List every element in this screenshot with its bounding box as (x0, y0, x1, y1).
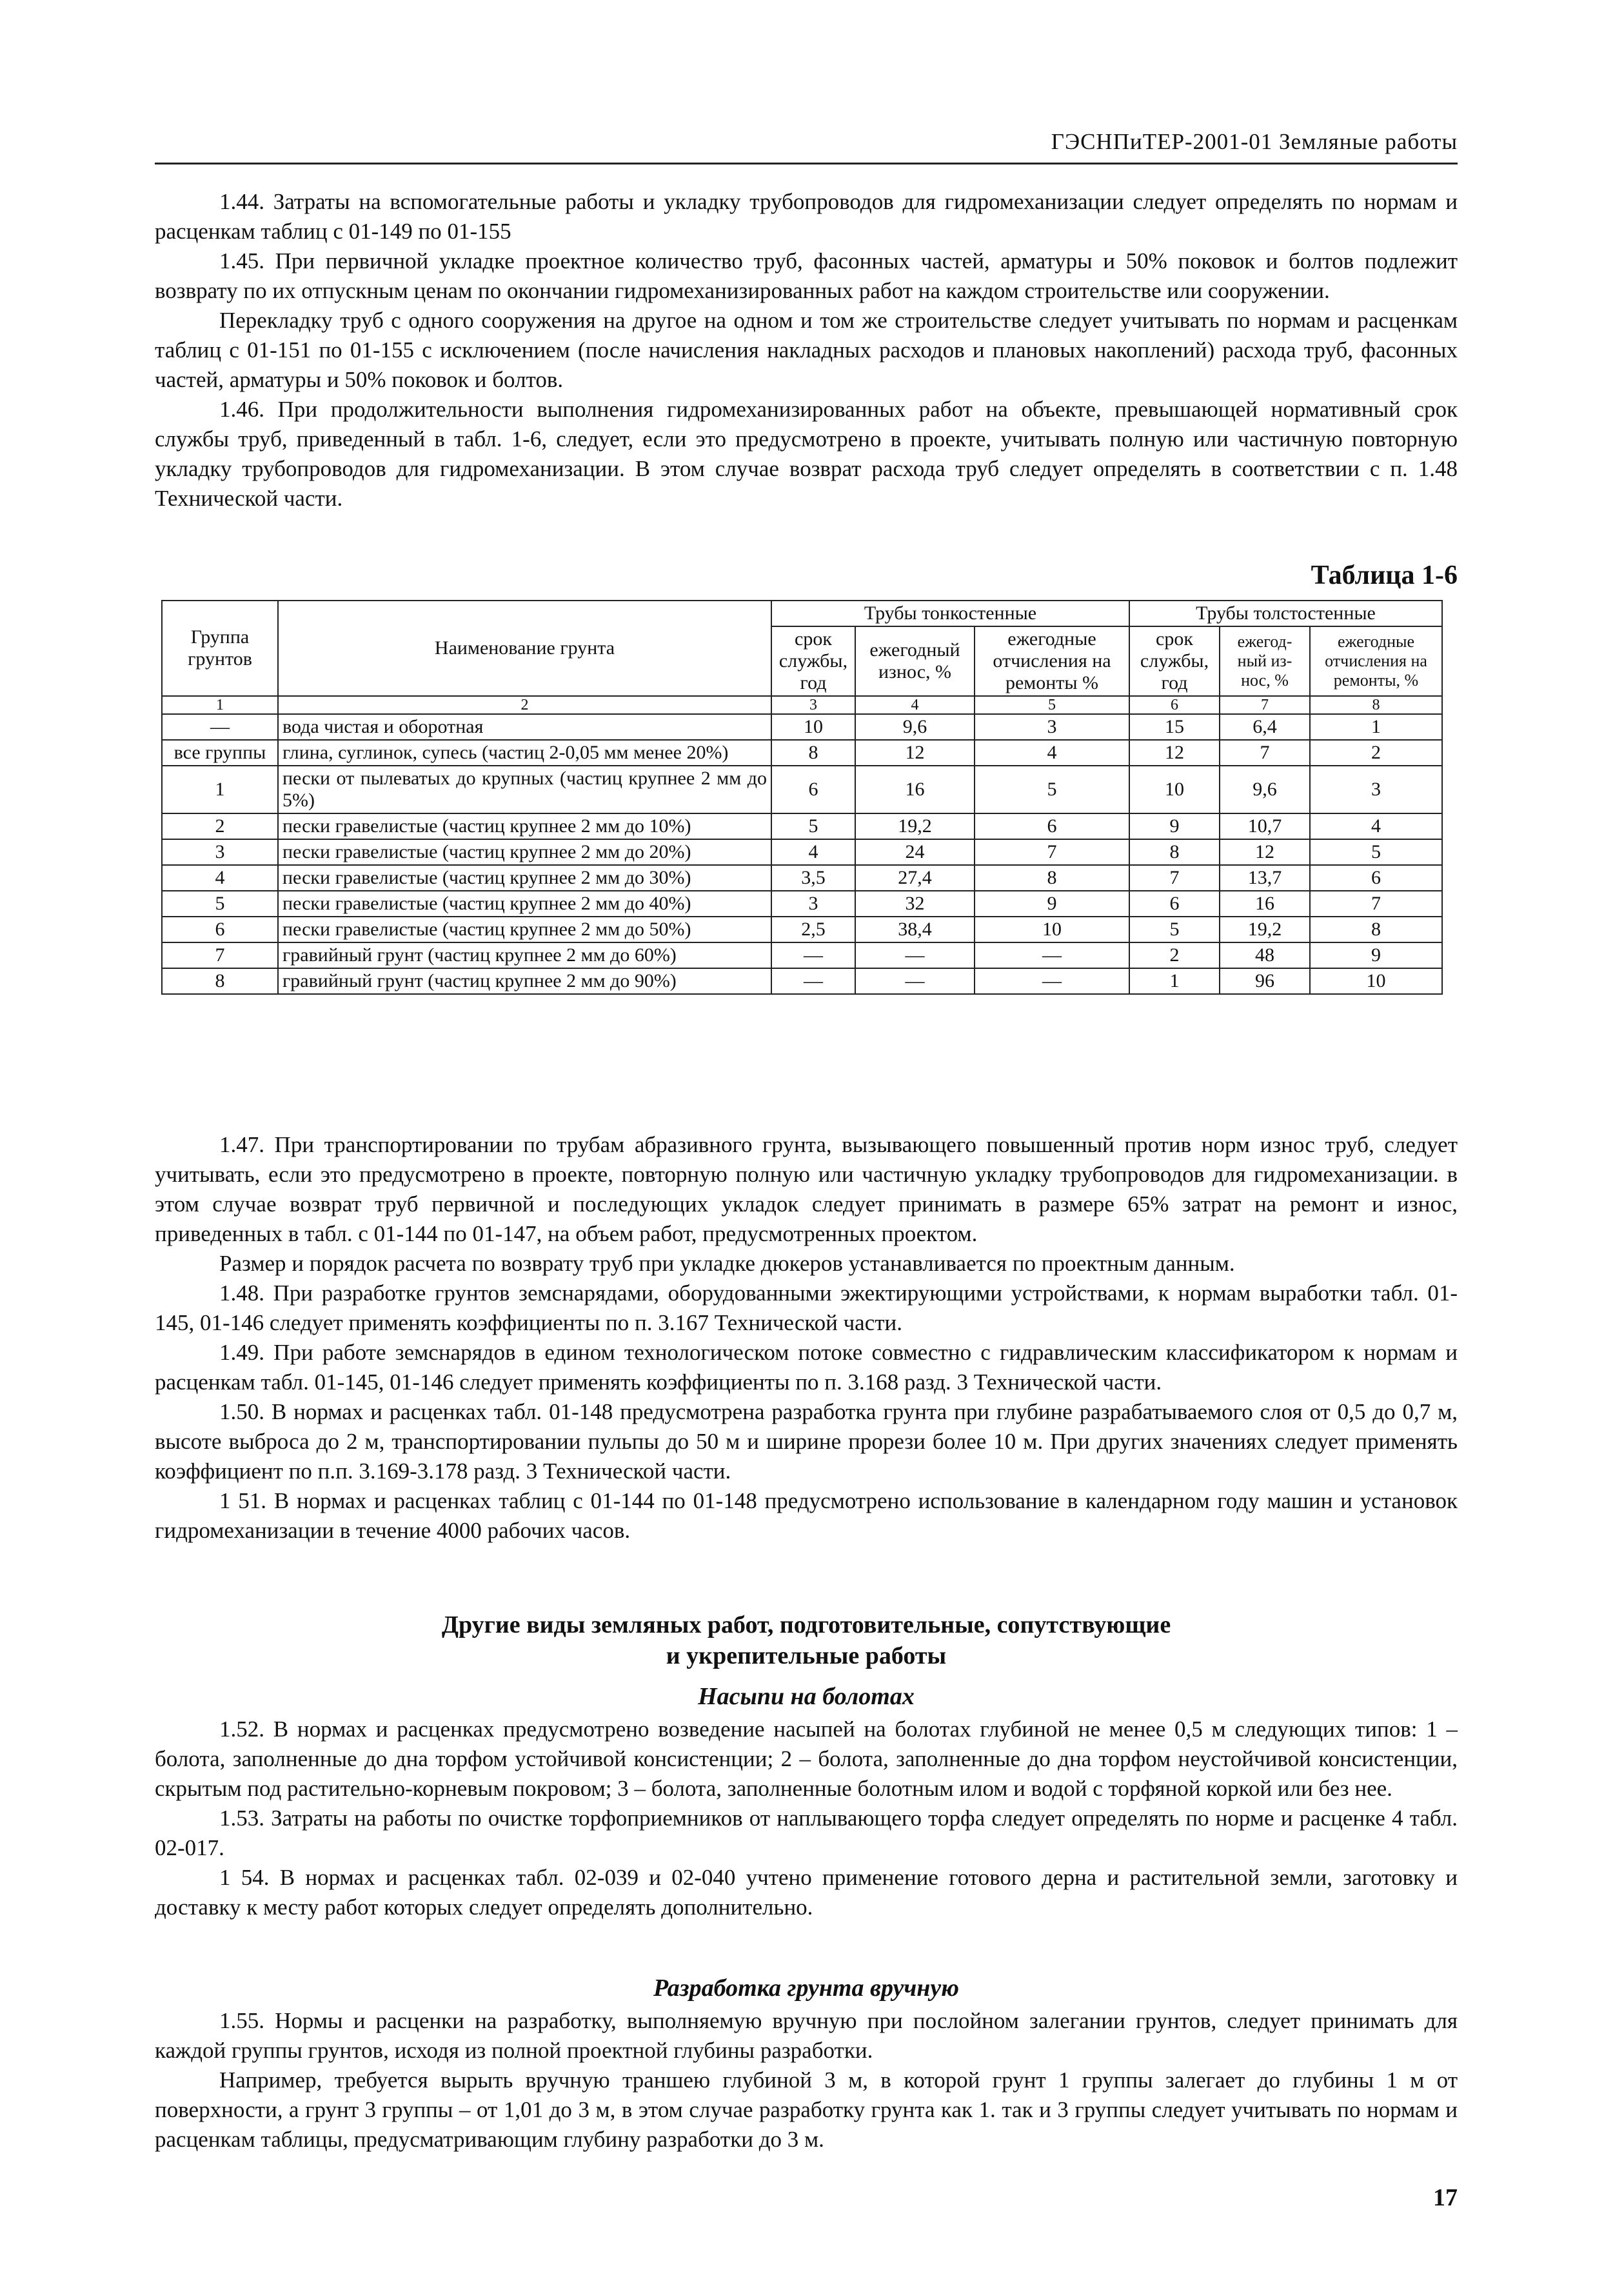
cell-thick-life: 12 (1129, 740, 1220, 766)
paragraph-1-52: 1.52. В нормах и расценках предусмотрено возведение насыпей на болотах глубиной не менее 0,5 м следующих типов: 1 – болота, заполненные до дна торфом устойчивой консистенции; 2 – болота, заполненные до дна торфом неустойчивой консистенции, скрытым под растительно-корневым покровом; 3 – болота, заполненные болотным илом и водой с торфяной коркой или без нее. (155, 1717, 1458, 1801)
cell-thick-wear: 10,7 (1220, 813, 1310, 839)
cell-thick-wear: 9,6 (1220, 766, 1310, 813)
cell-group: 6 (162, 917, 278, 942)
cell-thick-life: 5 (1129, 917, 1220, 942)
col-header-group: Группа грунтов (162, 601, 278, 696)
pipe-service-life-table (161, 600, 1443, 995)
page-number: 17 (1433, 2184, 1458, 2211)
cell-thin-life: 4 (771, 839, 855, 865)
table-caption: Таблица 1-6 (1311, 561, 1458, 590)
cell-thick-wear: 16 (1220, 891, 1310, 917)
middle-paragraphs (155, 1130, 1458, 1546)
cell-thick-repair: 7 (1310, 891, 1442, 917)
col-number: 1 (162, 696, 278, 714)
col-header-thick-repair: ежегодные отчисления на ремонты, % (1310, 626, 1442, 696)
cell-name: глина, суглинок, супесь (частиц 2-0,05 мм менее 20%) (278, 740, 771, 766)
table-column-numbers (162, 696, 1442, 714)
cell-thin-life: 10 (771, 714, 855, 740)
paragraph-1-54: 1 54. В нормах и расценках табл. 02-039 и 02-040 учтено применение готового дерна и растительной земли, заготовку и доставку к месту работ которых следует определять дополнительно. (155, 1865, 1458, 1920)
cell-name: пески гравелистые (частиц крупнее 2 мм до 20%) (278, 839, 771, 865)
section-title-line-2: и укрепительные работы (666, 1642, 947, 1669)
cell-group: 5 (162, 891, 278, 917)
cell-thick-repair: 3 (1310, 766, 1442, 813)
cell-name: гравийный грунт (частиц крупнее 2 мм до 60%) (278, 942, 771, 968)
col-number: 2 (278, 696, 771, 714)
cell-thick-wear: 96 (1220, 968, 1310, 994)
table-row (162, 714, 1442, 740)
paragraph-1-45: 1.45. При первичной укладке проектное количество труб, фасонных частей, арматуры и 50% поковок и болтов подлежит возврату по их отпускным ценам по окончании гидромеханизированных работ на каждом строительстве или сооружении. (155, 248, 1458, 303)
col-header-thick-wear: ежегод-ный из-нос, % (1220, 626, 1310, 696)
cell-thick-repair: 8 (1310, 917, 1442, 942)
cell-thin-repair: — (975, 942, 1129, 968)
subsection-title-bogs: Насыпи на болотах (698, 1683, 915, 1710)
table-row (162, 917, 1442, 942)
paragraph-relocation: Перекладку труб с одного сооружения на другое на одном и том же строительстве следует учитывать по нормам и расценкам таблиц с 01-151 по 01-155 с исключением (после начисления накладных расходов и плановых накоплений) расхода труб, фасонных частей, арматуры и 50% поковок и болтов. (155, 308, 1458, 392)
table-row (162, 766, 1442, 813)
col-number: 4 (855, 696, 975, 714)
cell-thick-life: 6 (1129, 891, 1220, 917)
table-row (162, 813, 1442, 839)
table-body (162, 714, 1442, 994)
cell-thin-wear: 32 (855, 891, 975, 917)
cell-thick-life: 1 (1129, 968, 1220, 994)
cell-thin-life: — (771, 942, 855, 968)
cell-thick-repair: 9 (1310, 942, 1442, 968)
cell-group: 1 (162, 766, 278, 813)
cell-thin-wear: 24 (855, 839, 975, 865)
col-header-thick-walled: Трубы толстостенные (1129, 601, 1442, 626)
cell-name: вода чистая и оборотная (278, 714, 771, 740)
cell-name: пески гравелистые (частиц крупнее 2 мм до 10%) (278, 813, 771, 839)
paragraph-1-53: 1.53. Затраты на работы по очистке торфоприемников от наплывающего торфа следует определять по норме и расценке 4 табл. 02-017. (155, 1806, 1458, 1860)
manual-paragraphs (155, 2006, 1458, 2155)
table-row (162, 865, 1442, 891)
cell-thin-wear: 16 (855, 766, 975, 813)
cell-thin-repair: 4 (975, 740, 1129, 766)
cell-thin-repair: 5 (975, 766, 1129, 813)
col-number: 3 (771, 696, 855, 714)
running-header: ГЭСНПиТЕР-2001-01 Земляные работы (1051, 129, 1458, 154)
paragraph-1-44: 1.44. Затраты на вспомогательные работы и укладку трубопроводов для гидромеханизации следует определять по нормам и расценкам таблиц с 01-149 по 01-155 (155, 189, 1458, 244)
cell-thin-wear: 19,2 (855, 813, 975, 839)
table-header-row-1 (162, 601, 1442, 626)
header-rule (155, 163, 1458, 164)
cell-thin-wear: 27,4 (855, 865, 975, 891)
cell-group: 7 (162, 942, 278, 968)
cell-thin-repair: — (975, 968, 1129, 994)
paragraph-1-55: 1.55. Нормы и расценки на разработку, выполняемую вручную при послойном залегании грунтов, следует принимать для каждой группы грунтов, исходя из полной проектной глубины разработки. (155, 2008, 1458, 2063)
cell-thick-repair: 6 (1310, 865, 1442, 891)
cell-group: — (162, 714, 278, 740)
col-header-thin-walled: Трубы тонкостенные (771, 601, 1129, 626)
cell-thin-wear: 12 (855, 740, 975, 766)
cell-thick-wear: 19,2 (1220, 917, 1310, 942)
cell-thick-repair: 1 (1310, 714, 1442, 740)
col-header-thin-repair: ежегодные отчисления на ремонты % (975, 626, 1129, 696)
cell-group: все группы (162, 740, 278, 766)
cell-thick-life: 2 (1129, 942, 1220, 968)
cell-thin-life: 6 (771, 766, 855, 813)
cell-name: пески гравелистые (частиц крупнее 2 мм до 30%) (278, 865, 771, 891)
cell-thick-wear: 7 (1220, 740, 1310, 766)
paragraph-1-46: 1.46. При продолжительности выполнения гидромеханизированных работ на объекте, превышающей нормативный срок службы труб, приведенный в табл. 1-6, следует, если это предусмотрено в проекте, учитывать полную или частичную повторную укладку трубопроводов для гидромеханизации. В этом случае возврат расхода труб следует определять в соответствии с п. 1.48 Технической части. (155, 397, 1458, 511)
bogs-paragraphs (155, 1715, 1458, 1922)
cell-name: гравийный грунт (частиц крупнее 2 мм до 90%) (278, 968, 771, 994)
paragraph-1-49: 1.49. При работе земснарядов в едином технологическом потоке совместно с гидравлическим классификатором к нормам и расценкам табл. 01-145, 01-146 следует применять коэффициенты по п. 3.168 разд. 3 Технической части. (155, 1340, 1458, 1395)
cell-thin-wear: — (855, 942, 975, 968)
cell-thick-wear: 6,4 (1220, 714, 1310, 740)
table-row (162, 839, 1442, 865)
cell-name: пески гравелистые (частиц крупнее 2 мм до 40%) (278, 891, 771, 917)
cell-thick-life: 8 (1129, 839, 1220, 865)
cell-thick-wear: 48 (1220, 942, 1310, 968)
paragraph-dukers: Размер и порядок расчета по возврату труб при укладке дюкеров устанавливается по проектным данным. (219, 1251, 1235, 1276)
cell-thin-life: 3 (771, 891, 855, 917)
section-title (155, 1609, 1458, 1671)
cell-thick-wear: 12 (1220, 839, 1310, 865)
col-header-thin-life: срок службы, год (771, 626, 855, 696)
col-number: 5 (975, 696, 1129, 714)
col-number: 7 (1220, 696, 1310, 714)
cell-thick-life: 7 (1129, 865, 1220, 891)
paragraph-1-51: 1 51. В нормах и расценках таблиц с 01-144 по 01-148 предусмотрено использование в календарном году машин и установок гидромеханизации в течение 4000 рабочих часов. (155, 1488, 1458, 1543)
table-row (162, 891, 1442, 917)
cell-name: пески гравелистые (частиц крупнее 2 мм до 50%) (278, 917, 771, 942)
cell-group: 2 (162, 813, 278, 839)
cell-thick-life: 10 (1129, 766, 1220, 813)
paragraph-1-47: 1.47. При транспортировании по трубам абразивного грунта, вызывающего повышенный против норм износ труб, следует учитывать, если это предусмотрено в проекте, повторную полную или частичную укладку трубопроводов для гидромеханизации. в этом случае возврат труб первичной и последующих укладок следует принимать в размере 65% затрат на ремонт и износ, приведенных в табл. с 01-144 по 01-147, на объем работ, предусмотренных проектом. (155, 1132, 1458, 1246)
cell-thin-repair: 8 (975, 865, 1129, 891)
cell-thick-repair: 5 (1310, 839, 1442, 865)
cell-thin-wear: 9,6 (855, 714, 975, 740)
cell-thick-repair: 4 (1310, 813, 1442, 839)
cell-thick-life: 15 (1129, 714, 1220, 740)
table-row (162, 968, 1442, 994)
cell-name: пески от пылеватых до крупных (частиц крупнее 2 мм до 5%) (278, 766, 771, 813)
cell-thin-repair: 7 (975, 839, 1129, 865)
paragraph-1-50: 1.50. В нормах и расценках табл. 01-148 предусмотрена разработка грунта при глубине разрабатываемого слоя от 0,5 до 0,7 м, высоте выброса до 2 м, транспортировании пульпы до 50 м и ширине прорези более 10 м. При других значениях следует применять коэффициент по п.п. 3.169-3.178 разд. 3 Технической части. (155, 1399, 1458, 1484)
intro-paragraphs (155, 187, 1458, 513)
cell-thin-repair: 9 (975, 891, 1129, 917)
col-header-thick-life: срок службы, год (1129, 626, 1220, 696)
cell-thin-life: 5 (771, 813, 855, 839)
subsection-title-manual: Разработка грунта вручную (653, 1975, 959, 2002)
col-header-thin-wear: ежегодный износ, % (855, 626, 975, 696)
cell-group: 8 (162, 968, 278, 994)
cell-thin-life: 3,5 (771, 865, 855, 891)
col-header-name: Наименование грунта (278, 601, 771, 696)
paragraph-1-48: 1.48. При разработке грунтов земснарядами, оборудованными эжектирующими устройствами, к нормам выработки табл. 01-145, 01-146 следует применять коэффициенты по п. 3.167 Технической части. (155, 1280, 1458, 1335)
cell-thin-repair: 6 (975, 813, 1129, 839)
section-title-line-1: Другие виды земляных работ, подготовительные, сопутствующие (441, 1611, 1171, 1638)
cell-group: 4 (162, 865, 278, 891)
cell-thin-wear: 38,4 (855, 917, 975, 942)
col-number: 8 (1310, 696, 1442, 714)
cell-thick-wear: 13,7 (1220, 865, 1310, 891)
cell-thin-life: 2,5 (771, 917, 855, 942)
cell-thin-repair: 3 (975, 714, 1129, 740)
cell-thin-life: — (771, 968, 855, 994)
cell-thick-repair: 10 (1310, 968, 1442, 994)
col-number: 6 (1129, 696, 1220, 714)
cell-thin-repair: 10 (975, 917, 1129, 942)
cell-thin-life: 8 (771, 740, 855, 766)
table-row (162, 740, 1442, 766)
cell-thin-wear: — (855, 968, 975, 994)
table-row (162, 942, 1442, 968)
cell-thick-repair: 2 (1310, 740, 1442, 766)
paragraph-example: Например, требуется вырыть вручную траншею глубиной 3 м, в которой грунт 1 группы залегает до глубины 1 м от поверхности, а грунт 3 группы – от 1,01 до 3 м, в этом случае разработку грунта как 1. так и 3 группы следует учитывать по нормам и расценкам таблицы, предусматривающим глубину разработки до 3 м. (155, 2067, 1458, 2152)
cell-group: 3 (162, 839, 278, 865)
cell-thick-life: 9 (1129, 813, 1220, 839)
